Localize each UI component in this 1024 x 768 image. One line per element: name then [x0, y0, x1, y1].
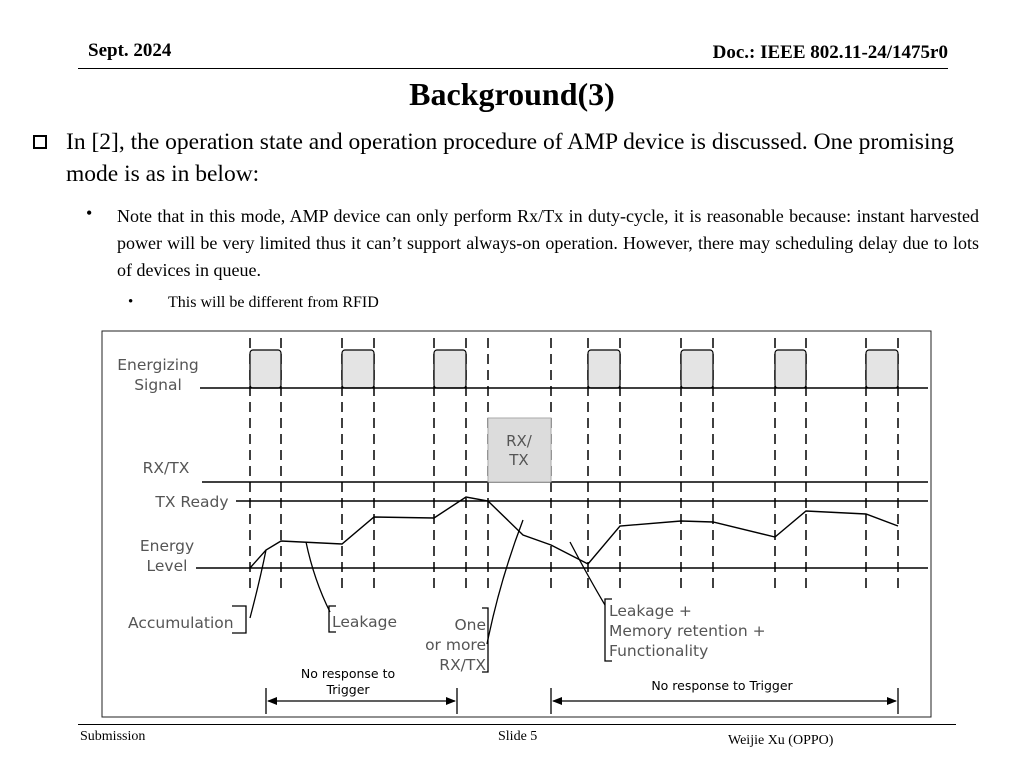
- rxtx-box-label: TX: [509, 451, 529, 469]
- leakage-memory-label: Functionality: [609, 642, 709, 660]
- header-divider: [78, 68, 948, 69]
- energy-level-curve: [250, 497, 898, 568]
- header-date: Sept. 2024: [88, 40, 172, 61]
- one-or-more-rxtx-label: RX/TX: [439, 656, 486, 674]
- energizing-pulses: [250, 350, 898, 388]
- bullet-level3-text: This will be different from RFID: [168, 294, 379, 311]
- footer-author: Weijie Xu (OPPO): [728, 733, 834, 748]
- slide-title: Background(3): [409, 76, 615, 112]
- annotation-brackets: [232, 599, 612, 672]
- bullet-dot-icon: •: [86, 203, 93, 223]
- rxtx-label: RX/TX: [142, 459, 190, 477]
- one-or-more-rxtx-label: or more: [425, 636, 486, 654]
- bullet-level1-text: In [2], the operation state and operation procedure of AMP device is discussed. One promising mode is as in below:: [66, 129, 954, 187]
- footer-submission: Submission: [80, 729, 146, 744]
- no-response-left-label: Trigger: [326, 682, 370, 697]
- energizing-signal-label: Signal: [134, 376, 182, 394]
- energy-level-label: Level: [146, 557, 188, 575]
- rxtx-active-box: [488, 418, 551, 482]
- header-doc-id: Doc.: IEEE 802.11-24/1475r0: [712, 42, 948, 63]
- one-or-more-rxtx-label: One: [454, 616, 486, 634]
- bullet-level2-text: Note that in this mode, AMP device can only perform Rx/Tx in duty-cycle, it is reasonable because: instant harvested power will be very limited thus it can’t support always-on operation. However, there may scheduling delay due to lots of devices in queue.: [117, 206, 979, 280]
- footer-slide-number: Slide 5: [498, 729, 538, 744]
- footer-divider: [78, 724, 956, 725]
- leakage-label: Leakage: [332, 613, 397, 631]
- tx-ready-label: TX Ready: [155, 493, 229, 511]
- leakage-memory-label: Memory retention +: [609, 622, 766, 640]
- energy-level-label: Energy: [139, 537, 195, 555]
- rxtx-box-label: RX/: [506, 432, 532, 450]
- hollow-square-bullet-icon: [33, 135, 47, 149]
- leakage-memory-label: Leakage +: [609, 602, 692, 620]
- no-response-left-label: No response to: [300, 666, 396, 681]
- accumulation-label: Accumulation: [128, 614, 234, 632]
- amp-operation-timing-diagram: [100, 330, 934, 720]
- energizing-signal-label: Energizing: [117, 356, 199, 374]
- bullet-dot-icon: •: [128, 294, 134, 310]
- no-response-right-label: No response to Trigger: [651, 678, 793, 693]
